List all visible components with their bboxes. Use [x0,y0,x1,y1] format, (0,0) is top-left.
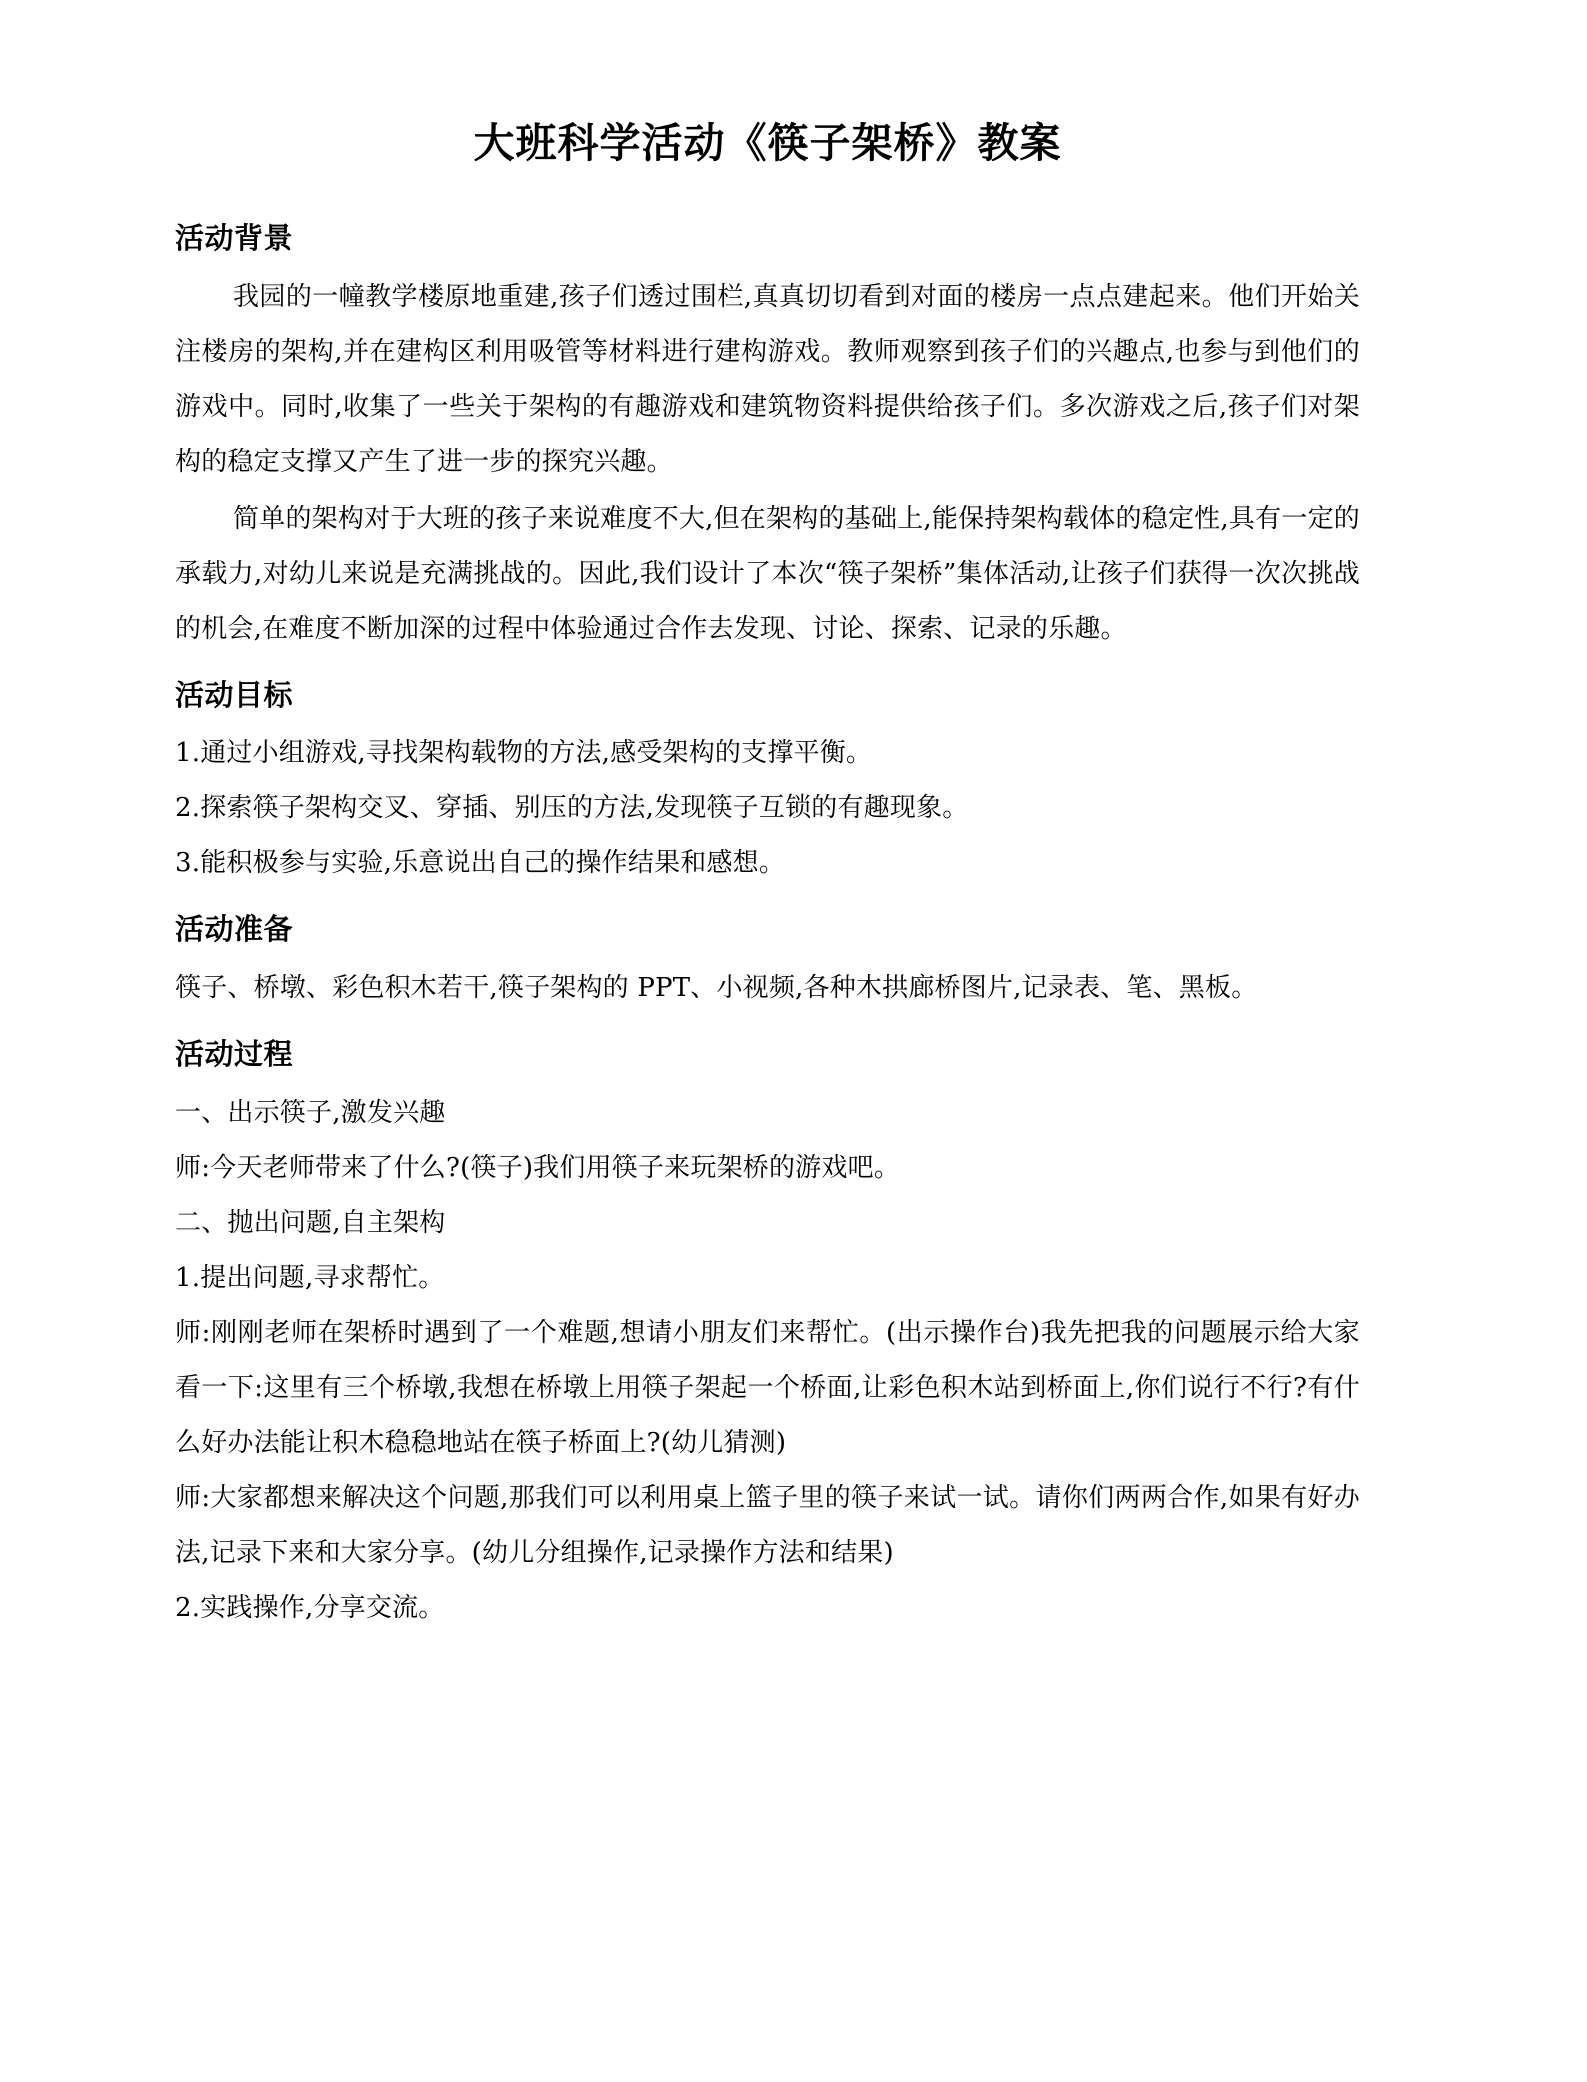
document-body [175,0,1360,1636]
paragraph-preparation-1: 筷子、桥墩、彩色积木若干,筷子架构的 PPT、小视频,各种木拱廊桥图片,记录表、笔、黑板。 [175,973,1258,1004]
process-step-2-dialogue-2: 师:大家都想来解决这个问题,那我们可以利用桌上篮子里的筷子来试一试。请你们两两合作,如果有好办法,记录下来和大家分享。(幼儿分组操作,记录操作方法和结果) [175,1482,1360,1568]
section-heading-process: 活动过程 [175,1037,294,1072]
process-step-1-heading: 一、出示筷子,激发兴趣 [175,1097,446,1128]
process-step-1-dialogue: 师:今天老师带来了什么?(筷子)我们用筷子来玩架桥的游戏吧。 [175,1152,900,1183]
process-step-2-item-2: 2.实践操作,分享交流。 [175,1592,445,1623]
objective-item-3: 3.能积极参与实验,乐意说出自己的操作结果和感想。 [175,848,786,879]
process-step-2-heading: 二、抛出问题,自主架构 [175,1207,446,1238]
paragraph-background-1: 我园的一幢教学楼原地重建,孩子们透过围栏,真真切切看到对面的楼房一点点建起来。他们开始关注楼房的架构,并在建构区利用吸管等材料进行建构游戏。教师观察到孩子们的兴趣点,也参与到他们的游戏中。同时,收集了一些关于架构的有趣游戏和建筑物资料提供给孩子们。多次游戏之后,孩子们对架构的稳定支撑又产生了进一步的探究兴趣。 [175,281,1360,477]
section-heading-objectives: 活动目标 [175,677,294,712]
process-step-2-item-1: 1.提出问题,寻求帮忙。 [175,1262,445,1293]
page-title: 大班科学活动《筷子架桥》教案 [473,119,1062,167]
section-heading-background: 活动背景 [175,221,294,256]
paragraph-background-2: 简单的架构对于大班的孩子来说难度不大,但在架构的基础上,能保持架构载体的稳定性,具有一定的承载力,对幼儿来说是充满挑战的。因此,我们设计了本次“筷子架桥”集体活动,让孩子们获得一次次挑战的机会,在难度不断加深的过程中体验通过合作去发现、讨论、探索、记录的乐趣。 [175,503,1360,644]
objective-item-2: 2.探索筷子架构交叉、穿插、别压的方法,发现筷子互锁的有趣现象。 [175,793,969,824]
process-step-2-dialogue-1: 师:刚刚老师在架桥时遇到了一个难题,想请小朋友们来帮忙。(出示操作台)我先把我的问题展示给大家看一下:这里有三个桥墩,我想在桥墩上用筷子架起一个桥面,让彩色积木站到桥面上,你们说行不行?有什么好办法能让积木稳稳地站在筷子桥面上?(幼儿猜测) [175,1317,1360,1458]
objective-item-1: 1.通过小组游戏,寻找架构载物的方法,感受架构的支撑平衡。 [175,738,873,769]
section-heading-preparation: 活动准备 [175,912,294,947]
